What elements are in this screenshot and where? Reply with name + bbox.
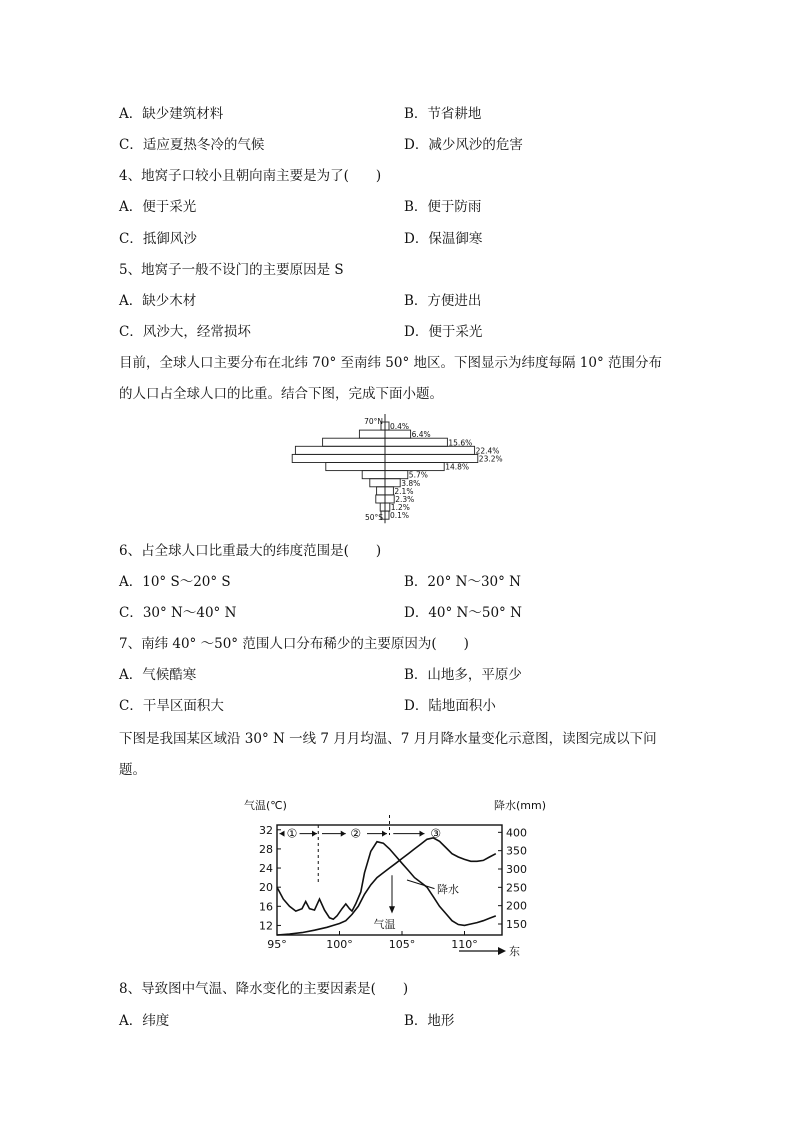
population-bar-label: 6.4% <box>411 430 431 440</box>
q8-option-b: B．地形 <box>404 1013 455 1029</box>
q4-stem: 4、地窝子口较小且朝向南主要是为了( ) <box>119 168 382 184</box>
q4-option-a: A．便于采光 <box>119 199 197 215</box>
region2-left-arrow-head <box>341 831 346 837</box>
q8-option-a: A．纬度 <box>119 1013 170 1029</box>
population-bar-label: 1.2% <box>390 503 410 513</box>
q7-option-b: B．山地多，平原少 <box>404 667 522 683</box>
right-tick-label: 300 <box>506 863 527 876</box>
q5-option-c: C．风沙大，经常损坏 <box>119 324 251 340</box>
bottom-latitude-label: 50°S <box>364 513 383 523</box>
temperature-precipitation-chart <box>244 795 554 965</box>
temperature-pointer-head <box>389 906 395 913</box>
q6-option-c: C．30° N～40° N <box>119 605 237 621</box>
precipitation-line <box>277 842 496 926</box>
right-tick-label: 250 <box>506 881 527 895</box>
temperature-annotation: 气温 <box>373 917 396 931</box>
population-latitude-chart <box>290 412 510 527</box>
left-tick-label: 16 <box>259 900 273 914</box>
region-label-1: ① <box>286 826 298 841</box>
population-bar-label: 15.6% <box>448 438 473 448</box>
right-tick-label: 200 <box>506 899 527 913</box>
q7-option-a: A．气候酷寒 <box>119 667 197 683</box>
population-bar-label: 23.2% <box>478 454 503 464</box>
q3-option-c: C．适应夏热冬冷的气候 <box>119 137 265 153</box>
region1-right-arrow-head <box>312 831 317 837</box>
precipitation-pointer <box>407 880 435 889</box>
right-tick-label: 400 <box>506 826 527 840</box>
q5-stem: 5、地窝子一般不设门的主要原因是 S <box>119 262 344 278</box>
left-axis-title: 气温(℃) <box>244 799 287 812</box>
population-bar-label: 5.7% <box>408 470 428 480</box>
population-bar-label: 0.1% <box>390 511 410 521</box>
q5-option-a: A．缺少木材 <box>119 293 197 309</box>
population-bar-label: 0.4% <box>390 422 410 432</box>
q6-stem: 6、占全球人口比重最大的纬度范围是( ) <box>119 543 382 559</box>
q6-option-a: A．10° S～20° S <box>119 574 231 590</box>
left-tick-label: 32 <box>259 823 273 837</box>
q8-stem: 8、导致图中气温、降水变化的主要因素是( ) <box>119 981 409 997</box>
intro2-line1: 下图是我国某区域沿 30° N 一线 7 月月均温、7 月月降水量变化示意图，读图完成以下问 <box>119 731 657 747</box>
region3-left-arrow-head <box>420 831 425 837</box>
population-bar-label: 3.8% <box>401 478 421 488</box>
east-arrow-head <box>498 947 506 955</box>
left-tick-label: 24 <box>259 862 273 876</box>
q3-option-b: B．节省耕地 <box>404 106 482 122</box>
q3-option-a: A．缺少建筑材料 <box>119 106 224 122</box>
q4-option-c: C．抵御风沙 <box>119 231 197 247</box>
x-tick-label: 110° <box>451 938 478 951</box>
x-tick-label: 105° <box>388 938 416 951</box>
right-axis-title: 降水(mm) <box>494 799 547 812</box>
right-tick-label: 150 <box>506 918 527 931</box>
q7-stem: 7、南纬 40° ～50° 范围人口分布稀少的主要原因为( ) <box>119 636 469 652</box>
population-bar-label: 14.8% <box>445 462 470 472</box>
east-label: 东 <box>509 945 520 958</box>
right-tick-label: 350 <box>506 844 527 858</box>
q4-option-b: B．便于防雨 <box>404 199 482 215</box>
region-label-2: ② <box>350 826 362 841</box>
top-latitude-label: 70°N <box>364 417 383 426</box>
q4-option-d: D．保温御寒 <box>404 231 483 247</box>
region1-left-arrow-head <box>280 831 285 837</box>
q5-option-d: D．便于采光 <box>404 324 483 340</box>
q6-option-d: D．40° N～50° N <box>404 605 522 621</box>
region2-right-arrow-head <box>382 831 387 837</box>
left-tick-label: 12 <box>259 919 273 933</box>
intro2-line2: 题。 <box>119 762 146 778</box>
q5-option-b: B．方便进出 <box>404 293 482 309</box>
region-label-3: ③ <box>430 826 442 841</box>
q6-option-b: B．20° N～30° N <box>404 574 521 590</box>
intro1-line2: 的人口占全球人口的比重。结合下图，完成下面小题。 <box>119 386 443 402</box>
population-bar-label: 22.4% <box>475 446 500 456</box>
q7-option-c: C．干旱区面积大 <box>119 698 224 714</box>
x-tick-label: 100° <box>326 938 353 951</box>
precipitation-annotation: 降水 <box>437 882 459 896</box>
left-tick-label: 28 <box>259 842 273 856</box>
intro1-line1: 目前，全球人口主要分布在北纬 70° 至南纬 50° 地区。下图显示为纬度每隔 10° 范围分布 <box>119 355 663 371</box>
x-tick-label: 95° <box>267 938 287 951</box>
population-bar-label: 2.1% <box>394 486 414 496</box>
q7-option-d: D．陆地面积小 <box>404 698 496 714</box>
q3-option-d: D．减少风沙的危害 <box>404 137 523 153</box>
left-tick-label: 20 <box>259 881 273 895</box>
population-bar-label: 2.3% <box>395 495 415 504</box>
